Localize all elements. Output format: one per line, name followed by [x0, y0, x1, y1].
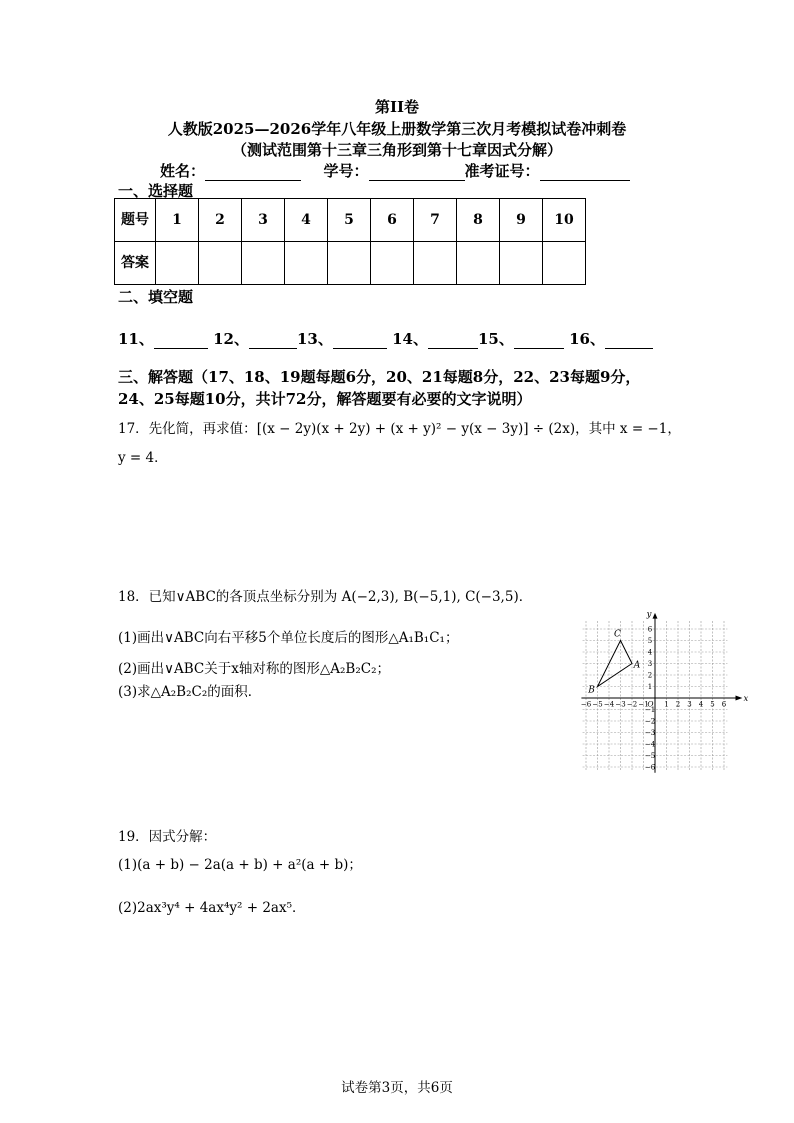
- exam-id-label: 准考证号：: [464, 162, 540, 180]
- question-number-cell: 1: [156, 199, 199, 242]
- student-id-label: 学号：: [323, 162, 369, 180]
- volume-label: 第II卷: [374, 98, 420, 116]
- q18-part2: (2)画出∨ABC关于x轴对称的图形△A₂B₂C₂；: [118, 661, 390, 677]
- blank-number: 15、: [477, 330, 514, 348]
- blank-number: 11、: [118, 330, 154, 348]
- name-label: 姓名：: [160, 162, 206, 180]
- y-tick-label: 3: [647, 660, 653, 668]
- x-tick-label: 5: [710, 700, 715, 709]
- answer-cell[interactable]: [414, 242, 457, 285]
- y-tick-label: 1: [647, 683, 653, 691]
- q19-part2: (2)2ax³y⁴ + 4ax⁴y² + 2ax⁵．: [118, 900, 306, 916]
- y-tick-label: −3: [644, 729, 656, 737]
- answer-table-number-row: [115, 199, 586, 242]
- x-tick-label: −3: [615, 700, 626, 709]
- origin-label: O: [647, 699, 654, 709]
- question-number-header: 题号: [115, 199, 156, 242]
- q17-prefix: 17．先化简，再求值：: [118, 421, 257, 437]
- y-axis-arrow: [653, 613, 658, 619]
- answer-cell[interactable]: [285, 242, 328, 285]
- coordinate-grid-figure: [580, 609, 753, 781]
- blank-number: 13、: [296, 330, 333, 348]
- x-tick-label: 4: [698, 700, 704, 709]
- question-number-cell: 3: [242, 199, 285, 242]
- question-number-cell: 9: [500, 199, 543, 242]
- y-tick-label: −5: [644, 752, 656, 760]
- x-tick-label: 2: [675, 700, 681, 709]
- blank-field[interactable]: [333, 334, 387, 349]
- x-tick-label: 3: [687, 700, 692, 709]
- answer-cell[interactable]: [328, 242, 371, 285]
- exam-id-field[interactable]: [540, 166, 630, 181]
- question-19-stem: 19．因式分解：: [118, 829, 217, 845]
- x-tick-label: −4: [603, 700, 615, 709]
- q18-part1: (1)画出∨ABC向右平移5个单位长度后的图形△A₁B₁C₁；: [118, 630, 459, 646]
- blank-field[interactable]: [514, 334, 564, 349]
- y-tick-label: 4: [647, 648, 653, 657]
- question-number-cell: 5: [328, 199, 371, 242]
- section2-heading: 二、填空题: [118, 288, 194, 306]
- coordinate-grid-svg: [580, 609, 753, 777]
- vertex-label-a: A: [633, 660, 641, 671]
- y-axis-label: y: [646, 609, 652, 620]
- question-17: [118, 417, 681, 437]
- x-tick-label: 6: [721, 700, 727, 709]
- answer-cell[interactable]: [156, 242, 199, 285]
- answer-header: 答案: [115, 242, 156, 285]
- question-number-cell: 10: [543, 199, 586, 242]
- vertex-label-c: C: [614, 629, 621, 640]
- x-tick-label: −6: [580, 700, 592, 709]
- question-18-stem: 18．已知∨ABC的各顶点坐标分别为 A(−2,3), B(−5,1), C(−3,5)．: [118, 589, 533, 605]
- q17-expression: [(x − 2y)(x + 2y) + (x + y)² − y(x − 3y)] ÷ (2x): [256, 421, 576, 437]
- student-id-field[interactable]: [369, 166, 465, 181]
- x-tick-label: 1: [664, 700, 669, 709]
- blank-field[interactable]: [605, 334, 653, 349]
- blank-field[interactable]: [249, 334, 297, 349]
- y-tick-label: −4: [644, 740, 656, 749]
- blank-number: 16、: [569, 330, 605, 348]
- page-title: 人教版2025—2026学年八年级上册数学第三次月考模拟试卷冲刺卷: [167, 120, 627, 138]
- answer-table: [114, 198, 586, 285]
- y-tick-label: 5: [647, 637, 653, 645]
- x-tick-label: −1: [638, 700, 649, 709]
- answer-cell[interactable]: [457, 242, 500, 285]
- answer-cell[interactable]: [199, 242, 242, 285]
- section1-heading: 一、选择题: [118, 182, 194, 200]
- x-tick-label: −5: [592, 700, 603, 709]
- student-info-line: [160, 160, 660, 181]
- vertex-label-b: B: [588, 685, 595, 696]
- page-footer: 试卷第3页，共6页: [341, 1080, 453, 1096]
- question-number-cell: 2: [199, 199, 242, 242]
- answer-cell[interactable]: [543, 242, 586, 285]
- blank-number: 12、: [213, 330, 249, 348]
- question-number-cell: 7: [414, 199, 457, 242]
- y-tick-label: 6: [647, 625, 653, 634]
- x-axis-label: x: [743, 694, 749, 704]
- y-tick-label: −1: [644, 706, 656, 714]
- q19-part1: (1)(a + b) − 2a(a + b) + a²(a + b)；: [118, 857, 362, 873]
- section3-heading-line2: 24、25每题10分，共计72分，解答题要有必要的文字说明）: [118, 390, 532, 408]
- answer-cell[interactable]: [500, 242, 543, 285]
- q18-part3: (3)求△A₂B₂C₂的面积．: [118, 684, 262, 700]
- name-field[interactable]: [205, 166, 301, 181]
- blank-number: 14、: [392, 330, 428, 348]
- section3-heading-line1: 三、解答题（17、18、19题每题6分，20、21每题8分，22、23每题9分，: [118, 368, 641, 386]
- page-subtitle: （测试范围第十三章三角形到第十七章因式分解）: [231, 141, 562, 159]
- y-tick-label: −2: [644, 717, 656, 726]
- question-number-cell: 6: [371, 199, 414, 242]
- answer-cell[interactable]: [371, 242, 414, 285]
- blank-field[interactable]: [154, 334, 208, 349]
- fill-blank-line: [118, 328, 678, 349]
- x-tick-label: −2: [626, 700, 638, 709]
- x-axis-arrow: [736, 696, 743, 701]
- q17-line2: y = 4．: [118, 450, 168, 466]
- y-tick-label: −6: [644, 763, 656, 772]
- q17-suffix: ，其中 x = −1，: [575, 421, 681, 437]
- answer-table-answer-row: [115, 242, 586, 285]
- answer-cell[interactable]: [242, 242, 285, 285]
- blank-field[interactable]: [428, 334, 478, 349]
- question-number-cell: 8: [457, 199, 500, 242]
- question-number-cell: 4: [285, 199, 328, 242]
- y-tick-label: 2: [647, 671, 653, 680]
